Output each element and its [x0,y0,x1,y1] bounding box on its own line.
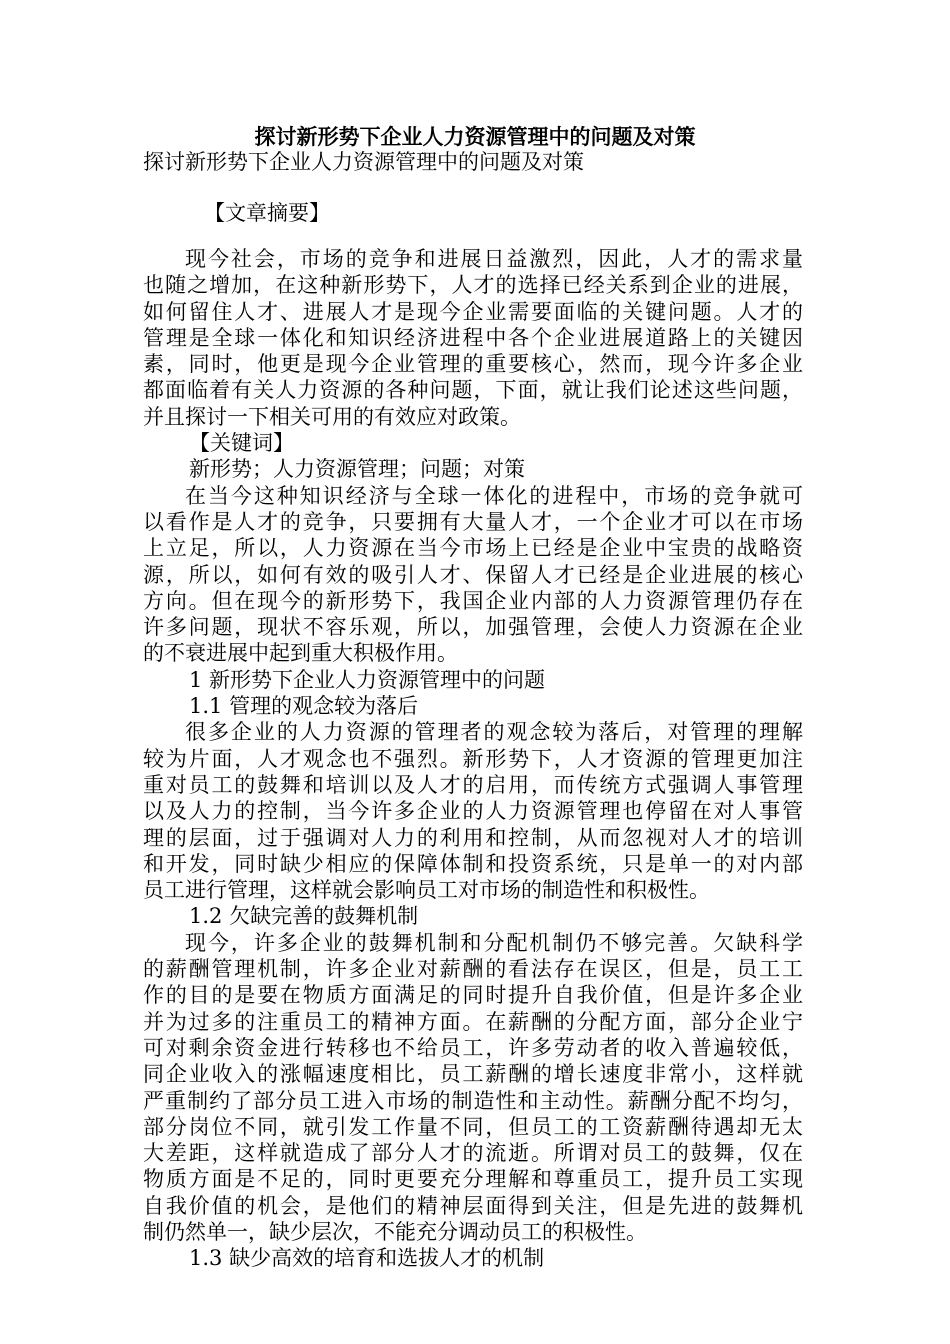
text-line: 作的目的是要在物质方面满足的同时提升自我价值，但是许多企业 [143,983,803,1008]
text-line: 的不衰进展中起到重大积极作用。 [143,641,458,666]
text-line: 如何留住人才、进展人才是现今企业需要面临的关键问题。人才的 [143,299,803,324]
text-line: 方向。但在现今的新形势下，我国企业内部的人力资源管理仍存在 [143,588,803,613]
text-line: 理的层面，过于强调对人力的利用和控制，从而忽视对人才的培训 [143,825,803,850]
document-body [143,246,803,1272]
text-line: 在当今这种知识经济与全球一体化的进程中，市场的竞争就可 [185,483,803,508]
text-line: 现今，许多企业的鼓舞机制和分配机制仍不够完善。欠缺科学 [185,930,803,955]
text-line: 许多问题，现状不容乐观，所以，加强管理，会使人力资源在企业 [143,615,803,640]
text-line: 严重制约了部分员工进入市场的制造性和主动性。薪酬分配不均匀， [143,1088,803,1113]
text-line: 同企业收入的涨幅速度相比，员工薪酬的增长速度非常小，这样就 [143,1062,803,1087]
text-line: 素，同时，他更是现今企业管理的重要核心，然而，现今许多企业 [143,352,803,377]
text-line: 可对剩余资金进行转移也不给员工，许多劳动者的收入普遍较低， [143,1035,803,1060]
text-line: 以及人力的控制，当今许多企业的人力资源管理也停留在对人事管 [143,799,803,824]
text-line: 并且探讨一下相关可用的有效应对政策。 [143,404,521,429]
text-line: 新形势；人力资源管理；问题；对策 [189,457,525,482]
text-line: 制仍然单一，缺少层次，不能充分调动员工的积极性。 [143,1219,647,1244]
text-line: 自我价值的机会，是他们的精神层面得到关注，但是先进的鼓舞机 [143,1193,803,1218]
text-line: 上立足，所以，人力资源在当今市场上已经是企业中宝贵的战略资 [143,536,803,561]
text-line: 以看作是人才的竞争，只要拥有大量人才，一个企业才可以在市场 [143,509,803,534]
text-line: 【关键词】 [189,431,294,456]
text-line: 重对员工的鼓舞和培训以及人才的启用，而传统方式强调人事管理 [143,772,803,797]
text-line: 并为过多的注重员工的精神方面。在薪酬的分配方面，部分企业宁 [143,1009,803,1034]
text-line: 现今社会，市场的竞争和进展日益激烈，因此，人才的需求量 [185,247,803,271]
text-line: 大差距，这样就造成了部分人才的流逝。所谓对员工的鼓舞，仅在 [143,1141,803,1166]
text-line: 管理是全球一体化和知识经济进程中各个企业进展道路上的关键因 [143,325,803,350]
text-line: 源，所以，如何有效的吸引人才、保留人才已经是企业进展的核心 [143,562,803,587]
text-line: 很多企业的人力资源的管理者的观念较为落后，对管理的理解 [185,720,803,745]
text-line: 物质方面是不足的，同时更要充分理解和尊重员工，提升员工实现 [143,1167,803,1192]
text-line: 员工进行管理，这样就会影响员工对市场的制造性和积极性。 [143,878,710,903]
text-line: 部分岗位不同，就引发工作量不同，但员工的工资薪酬待遇却无太 [143,1114,803,1139]
document-title: 探讨新形势下企业人力资源管理中的问题及对策 [254,124,696,149]
text-line: 较为片面，人才观念也不强烈。新形势下，人才资源的管理更加注 [143,746,803,771]
text-line: 都面临着有关人力资源的各种问题，下面，就让我们论述这些问题， [143,378,803,403]
text-line: 1.3 缺少高效的培育和选拔人才的机制 [189,1246,545,1271]
text-line: 的薪酬管理机制，许多企业对薪酬的看法存在误区，但是，员工工 [143,957,803,982]
text-line: 1.2 欠缺完善的鼓舞机制 [189,904,419,929]
text-line: 也随之增加，在这种新形势下，人才的选择已经关系到企业的进展， [143,273,803,298]
document-subtitle: 探讨新形势下企业人力资源管理中的问题及对策 [143,150,584,174]
text-line: 1 新形势下企业人力资源管理中的问题 [189,667,546,692]
text-line: 1.1 管理的观念较为落后 [189,694,419,719]
abstract-label: 【文章摘要】 [204,201,330,225]
text-line: 和开发，同时缺少相应的保障体制和投资系统，只是单一的对内部 [143,851,803,876]
